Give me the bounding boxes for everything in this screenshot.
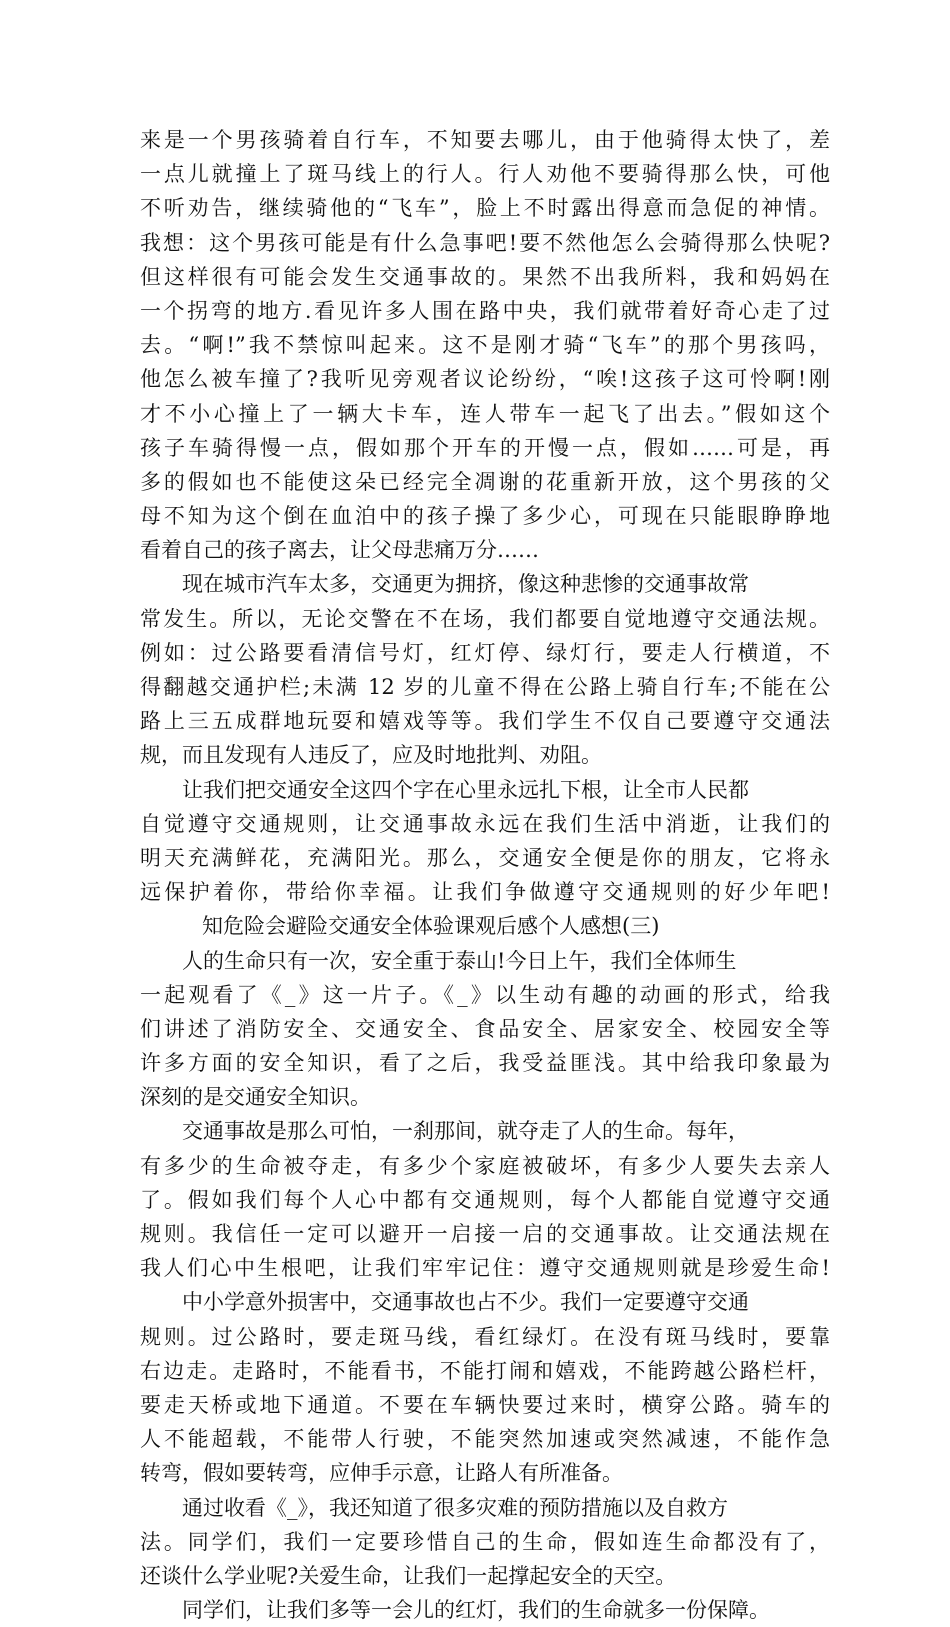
text-line: 规，而且发现有人违反了，应及时地批判、劝阻。 [140,743,602,768]
text-line: 规则。我信任一定可以避开一启接一启的交通事故。让交通法规在 [140,1222,830,1246]
text-line: 才不小心撞上了一辆大卡车，连人带车一起飞了出去。”假如这个 [140,401,830,426]
text-line: 交通事故是那么可怕，一刹那间，就夺走了人的生命。每年， [182,1119,749,1144]
section-heading: 知危险会避险交通安全体验课观后感个人感想(三) [202,914,660,939]
text-line: 法。同学们，我们一定要珍惜自己的生命，假如连生命都没有了， [140,1529,830,1554]
text-line: 明天充满鲜花，充满阳光。那么，交通安全便是你的朋友，它将永 [140,845,830,870]
text-line: 一个拐弯的地方.看见许多人围在路中央，我们就带着好奇心走了过 [140,298,830,323]
text-line: 去。“啊!”我不禁惊叫起来。这不是刚才骑“飞车”的那个男孩吗， [140,333,830,358]
text-line: 例如：过公路要看清信号灯，红灯停、绿灯行，要走人行横道，不 [140,640,830,665]
text-line: 中小学意外损害中，交通事故也占不少。我们一定要遵守交通 [182,1290,749,1315]
text-line: 一点儿就撞上了斑马线上的行人。行人劝他不要骑得那么快，可他 [140,162,830,187]
text-line: 人的生命只有一次，安全重于泰山!今日上午，我们全体师生 [182,948,737,973]
text-line: 得翻越交通护栏;未满 12 岁的儿童不得在公路上骑自行车;不能在公 [140,675,830,699]
text-line: 我想：这个男孩可能是有什么急事吧!要不然他怎么会骑得那么快呢? [140,230,830,255]
text-line: 一起观看了《_》这一片子。《_》以生动有趣的动画的形式，给我 [140,982,830,1007]
text-line: 常发生。所以，无论交警在不在场，我们都要自觉地遵守交通法规。 [140,606,830,631]
text-line: 来是一个男孩骑着自行车，不知要去哪儿，由于他骑得太快了，差 [140,128,830,152]
text-line: 让我们把交通安全这四个字在心里永远扎下根，让全市人民都 [182,777,749,802]
text-line: 现在城市汽车太多，交通更为拥挤，像这种悲惨的交通事故常 [182,572,749,597]
text-line: 多的假如也不能使这朵已经完全凋谢的花重新开放，这个男孩的父 [140,469,830,494]
text-line: 有多少的生命被夺走，有多少个家庭被破坏，有多少人要失去亲人 [140,1153,830,1178]
text-line: 路上三五成群地玩耍和嬉戏等等。我们学生不仅自己要遵守交通法 [140,709,830,734]
text-line: 但这样很有可能会发生交通事故的。果然不出我所料，我和妈妈在 [140,264,830,289]
text-line: 要走天桥或地下通道。不要在车辆快要过来时，横穿公路。骑车的 [140,1392,830,1417]
text-line: 我人们心中生根吧，让我们牢牢记住：遵守交通规则就是珍爱生命! [140,1256,830,1281]
text-line: 许多方面的安全知识，看了之后，我受益匪浅。其中给我印象最为 [140,1051,830,1076]
document-body-text [140,123,830,1627]
text-line: 人不能超载，不能带人行驶，不能突然加速或突然减速，不能作急 [140,1427,830,1452]
text-line: 右边走。走路时，不能看书，不能打闹和嬉戏，不能跨越公路栏杆， [140,1358,830,1383]
text-line: 他怎么被车撞了?我听见旁观者议论纷纷，“唉!这孩子这可怜啊!刚 [140,367,830,392]
text-line: 看着自己的孩子离去，让父母悲痛万分…… [140,538,539,563]
text-line: 们讲述了消防安全、交通安全、食品安全、居家安全、校园安全等 [140,1016,830,1041]
text-line: 远保护着你，带给你幸福。让我们争做遵守交通规则的好少年吧! [140,880,830,905]
text-line: 孩子车骑得慢一点，假如那个开车的开慢一点，假如……可是，再 [140,435,830,460]
text-line: 还谈什么学业呢?关爱生命，让我们一起撑起安全的天空。 [140,1563,677,1588]
text-line: 不听劝告，继续骑他的“飞车”，脸上不时露出得意而急促的神情。 [140,196,830,221]
text-line: 规则。过公路时，要走斑马线，看红绿灯。在没有斑马线时，要靠 [140,1324,830,1349]
text-line: 了。假如我们每个人心中都有交通规则，每个人都能自觉遵守交通 [140,1187,830,1212]
text-line: 自觉遵守交通规则，让交通事故永远在我们生活中消逝，让我们的 [140,811,830,836]
text-line: 转弯，假如要转弯，应伸手示意，让路人有所准备。 [140,1461,623,1486]
text-line: 深刻的是交通安全知识。 [140,1085,371,1110]
text-line: 通过收看《_》，我还知道了很多灾难的预防措施以及自救方 [182,1495,728,1520]
text-line: 母不知为这个倒在血泊中的孩子操了多少心，可现在只能眼睁睁地 [140,504,830,529]
text-line: 同学们，让我们多等一会儿的红灯，我们的生命就多一份保障。 [182,1598,770,1623]
